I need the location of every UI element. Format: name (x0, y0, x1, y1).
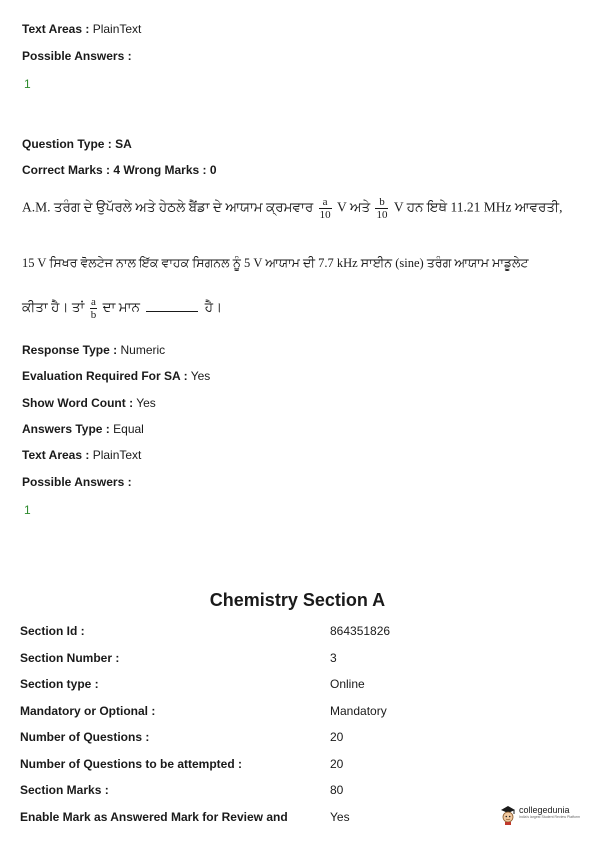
answers-type-value: Equal (113, 422, 144, 436)
evaluation-row (22, 368, 210, 384)
section-row-label: Section Id : (20, 624, 85, 638)
question-line-3 (22, 296, 222, 321)
question-line-1-part-b: V ਅਤੇ (336, 199, 371, 215)
fraction-numerator: b (375, 196, 388, 209)
word-count-value: Yes (136, 396, 156, 410)
fraction-denominator: 10 (319, 209, 331, 221)
text-areas-label: Text Areas : (22, 22, 90, 36)
section-row-value: 20 (330, 730, 344, 744)
section-row-value: Mandatory (330, 704, 387, 718)
fraction-numerator: a (319, 196, 332, 209)
question-line-1 (22, 196, 562, 221)
fraction-a-over-b (90, 296, 98, 321)
word-count-label: Show Word Count : (22, 396, 134, 410)
fraction-denominator: 10 (376, 209, 388, 221)
text-areas-value: PlainText (92, 448, 142, 462)
section-title: Chemistry Section A (209, 590, 386, 610)
section-row-value: 80 (330, 783, 344, 797)
fraction-numerator: a (91, 296, 96, 308)
question-type-value: SA (115, 137, 132, 151)
section-row-value: 20 (330, 757, 344, 771)
question-type-label: Question Type : (22, 137, 112, 151)
response-type-label: Response Type : (22, 343, 118, 357)
response-type-row (22, 342, 165, 358)
word-count-row (22, 395, 156, 411)
section-row-label: Section Number : (20, 651, 120, 665)
logo-name: collegedunia (519, 805, 570, 815)
possible-answer-value-2: 1 (24, 503, 31, 517)
section-row-label: Number of Questions to be attempted : (20, 757, 243, 771)
text-areas-row-1 (22, 21, 141, 37)
section-row-label: Section Marks : (20, 783, 109, 797)
text-areas-row-2 (22, 447, 141, 463)
collegedunia-logo (500, 805, 580, 825)
text-areas-label: Text Areas : (22, 448, 90, 462)
response-type-value: Numeric (120, 343, 166, 357)
possible-answers-row-2 (22, 474, 132, 490)
question-type-row (22, 136, 132, 152)
possible-answers-label: Possible Answers : (22, 49, 132, 63)
question-line-3-part-b: ਦਾ ਮਾਨ (102, 299, 140, 315)
section-row-value: Online (330, 677, 365, 691)
marks-row (22, 162, 217, 178)
section-row-label: Section type : (20, 677, 99, 691)
logo-tagline: India's largest Student Review Platform (519, 815, 580, 819)
answers-type-row (22, 421, 144, 437)
section-row-label: Enable Mark as Answered Mark for Review and (20, 810, 288, 824)
question-line-3-part-c: ਹੈ। (204, 299, 223, 315)
fraction-a-over-10 (319, 196, 332, 221)
possible-answers-label: Possible Answers : (22, 475, 132, 489)
fraction-denominator: b (90, 309, 97, 321)
evaluation-label: Evaluation Required For SA : (22, 369, 188, 383)
section-row-value: 3 (330, 651, 337, 665)
question-line-2: 15 V ਸਿਖਰ ਵੋਲਟੇਜ ਨਾਲ ਇੱਕ ਵਾਹਕ ਸਿਗਨਲ ਨੂੰ 5 V ਆਯਾਮ ਦੀ 7.7 kHz ਸਾਈਨ (sine) ਤਰੰਗ ਆਯਾਮ ਮਾਡੂਲੇਟ (22, 256, 529, 270)
fraction-b-over-10 (375, 196, 388, 221)
question-line-1-part-a: A.M. ਤਰੰਗ ਦੇ ਉਪੱਰਲੇ ਅਤੇ ਹੇਠਲੇ ਬੈਂਡਾ ਦੇ ਆਯਾਮ ਕ੍ਰਮਵਾਰ (22, 199, 314, 215)
possible-answer-value-1: 1 (24, 77, 31, 91)
answer-blank (146, 311, 198, 312)
question-line-3-part-a: ਕੀਤਾ ਹੈ। ਤਾਂ (22, 299, 85, 315)
student-mascot-icon (500, 805, 516, 825)
text-areas-value: PlainText (92, 22, 142, 36)
question-line-1-part-c: V ਹਨ ਇਥੇ 11.21 MHz ਆਵਰਤੀ, (393, 199, 563, 215)
marks-line: Correct Marks : 4 Wrong Marks : 0 (22, 163, 217, 177)
answers-type-label: Answers Type : (22, 422, 110, 436)
possible-answers-row-1 (22, 48, 132, 64)
section-row-value: 864351826 (330, 624, 391, 638)
section-row-value: Yes (330, 810, 350, 824)
section-row-label: Mandatory or Optional : (20, 704, 156, 718)
evaluation-value: Yes (190, 369, 211, 383)
section-row-label: Number of Questions : (20, 730, 150, 744)
